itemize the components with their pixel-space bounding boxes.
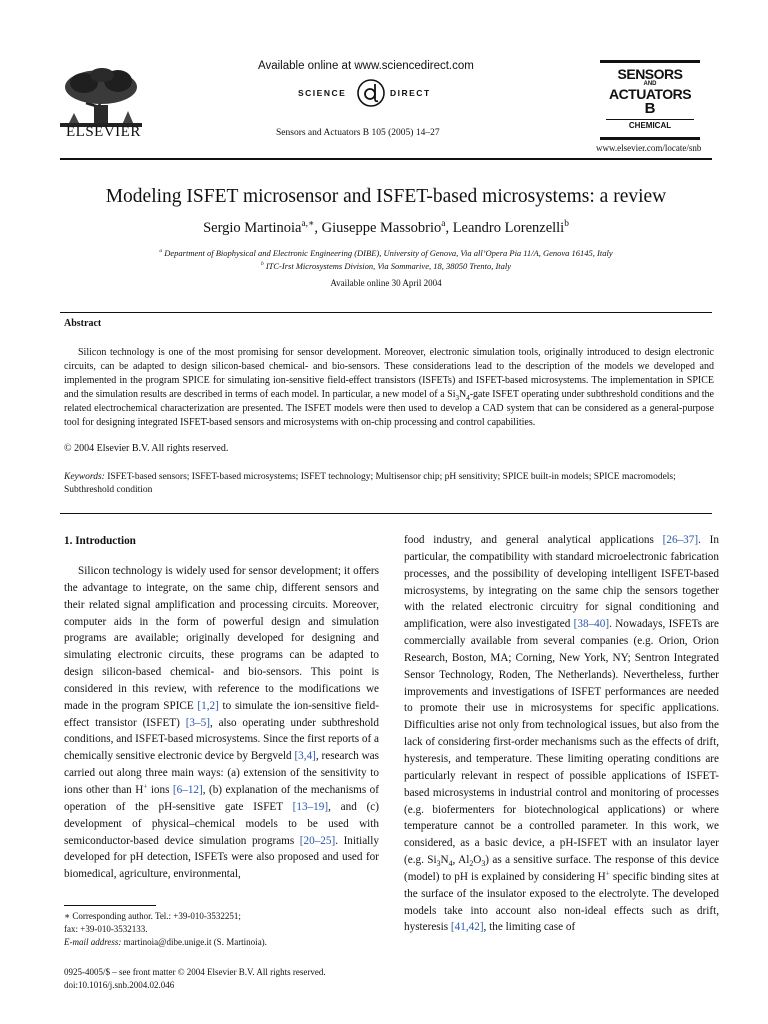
body-text: ) as a sensitive surface. The response of this device (model) to pH is explained by considering H bbox=[404, 854, 720, 883]
author-mark[interactable]: a,∗ bbox=[301, 219, 315, 230]
body-text: O bbox=[473, 854, 482, 867]
abstract-text: -gate ISFET operating under subthreshold conditions and the related electrochemical characterization are presented. The ISFET models were then used to develop a CAD system that can be considered as a general-purpose tool for designing integrated ISFET-based sensors and microsystems with on-chip processing and control capabilities. bbox=[64, 388, 715, 428]
citation-link[interactable]: [3,4] bbox=[294, 750, 316, 763]
subscript: 2 bbox=[469, 859, 474, 869]
sciencedirect-right: DIRECT bbox=[390, 88, 431, 98]
body-text: . Nowadays, ISFETs are commercially available from several companies (e.g. Orion, Orion Research, Boston, MA; Corning, New York, NY; Sentron Integrated Sensor Technology, Roden, The Netherlands). Nevertheless, further improvements and investigations of ISFET performances are needed to promote their use in microsystems for specific applications. Difficulties arise not only from technological issues, but also from the lack of considering first-order mechanisms such as the effects of drift, hysteresis, and temperature. These limiting operating conditions are particularly relevant in respect of possible applications of ISFET-based microsystems in industrial control and monitoring of processes (e.g. biofermenters for biotechnological applications) or where temperature cannot be a controlled parameter. In this work, we considered, as a basic device, a pH-ISFET with an insulator layer (e.g. Si bbox=[404, 618, 719, 867]
subscript: 4 bbox=[448, 859, 453, 869]
body-text: . In particular, the compatibility with standard microelectronic fabrication processes, and the possibility of developing intelligent ISFET-based microsystems, by integrating on the same chip the sensors together with the related electronic circuitry for signal conditioning and amplification, were also investigated bbox=[404, 534, 719, 631]
journal-logo bbox=[600, 60, 700, 140]
affiliation-text: ITC-Irst Microsystems Division, Via Sommarive, 18, 38050 Trento, Italy bbox=[265, 261, 512, 271]
keywords-label: Keywords: bbox=[64, 472, 105, 482]
author-name[interactable]: Sergio Martinoia bbox=[203, 220, 302, 236]
journal-logo-line1: SENSORS bbox=[617, 66, 683, 82]
sciencedirect-at-icon bbox=[356, 78, 386, 108]
affiliation bbox=[60, 261, 712, 271]
email-address[interactable]: martinoia@dibe.unige.it (S. Martinoia). bbox=[121, 937, 267, 947]
available-date: Available online 30 April 2004 bbox=[330, 278, 442, 288]
footnote-email bbox=[64, 936, 267, 949]
abstract-copyright: © 2004 Elsevier B.V. All rights reserved. bbox=[64, 443, 229, 454]
citation-link[interactable]: [20–25] bbox=[299, 834, 336, 847]
body-text: , also operating under subthreshold conditions, and ISFET-based microsystems. Since the first reports of a chemically sensitive electronic device by Bergveld bbox=[64, 716, 380, 763]
author-mark[interactable]: b bbox=[564, 219, 569, 230]
superscript: + bbox=[143, 782, 148, 791]
body-text: to simulate the ion-sensitive field-effect transistor (ISFET) bbox=[64, 699, 379, 729]
journal-logo-line3: ACTUATORS bbox=[608, 86, 692, 102]
section-heading: 1. Introduction bbox=[64, 535, 136, 547]
keywords-text: ISFET-based sensors; ISFET-based microsystems; ISFET technology; Multisensor chip; pH sensitivity; SPICE built-in models; SPICE macromodels; Subthreshold condition bbox=[64, 472, 676, 496]
body-text: specific binding sites at the surface of the insulator exposed to the electrolyte. The developed models take into account also non-ideal effects such as drift, hysteresis bbox=[404, 870, 720, 934]
subscript: 4 bbox=[466, 393, 470, 402]
citation-link[interactable]: [1,2] bbox=[197, 699, 219, 712]
body-text: , Al bbox=[452, 854, 470, 867]
citation-link[interactable]: [13–19] bbox=[292, 800, 329, 813]
author-name[interactable]: Giuseppe Massobrio bbox=[321, 220, 442, 236]
abstract-rule-bottom bbox=[60, 513, 712, 514]
abstract-text: N bbox=[458, 388, 467, 400]
author-name[interactable]: Leandro Lorenzelli bbox=[452, 220, 565, 236]
body-text: , research was carried out along three main ways: (a) extension of the sensitivity to ions other than H bbox=[64, 750, 379, 796]
header-rule bbox=[60, 158, 712, 160]
abstract-text: Silicon technology is one of the most promising for sensor development. Moreover, electronic simulation tools, originally introduced to design electronic circuits, can be adapted to design silicon-based chemical- and bio-sensors. These considerations lead to the description of the models we developed and implemented in the program SPICE for simulating ion-sensitive field-effect transistors (ISFETs) and ISFET-based microsystems. The implementation in SPICE and the simulation results are described in terms of each model. In particular, a new model of a Si bbox=[64, 347, 714, 400]
body-text: , the limiting case of bbox=[483, 921, 576, 934]
citation-link[interactable]: [41,42] bbox=[450, 921, 484, 934]
journal-logo-line4: B bbox=[644, 100, 656, 117]
body-text: ions bbox=[147, 783, 173, 796]
citation-link[interactable]: [3–5] bbox=[185, 716, 210, 729]
citation-link[interactable]: [38–40] bbox=[573, 618, 610, 631]
body-text: . Initially developed for pH detection, ISFETs were also proposed and used for biomedical, agriculture, environmental, bbox=[64, 834, 379, 881]
sciencedirect-left: SCIENCE bbox=[298, 88, 347, 98]
author-list: Sergio Martinoia$^{a,∗}$, Giuseppe Massobrio$^a$, Leandro Lorenzelli$^b$ bbox=[203, 219, 569, 236]
footnote-corresponding: ∗ Corresponding author. Tel.: +39-010-3532251; bbox=[64, 911, 241, 921]
journal-reference: Sensors and Actuators B 105 (2005) 14–27 bbox=[276, 128, 440, 138]
author-mark[interactable]: a bbox=[441, 219, 446, 230]
publisher-name: ELSEVIER bbox=[66, 124, 141, 140]
email-label: E-mail address: bbox=[64, 937, 122, 947]
body-text: , and (c) development of physical–chemical models to be used with semiconductor-based device simulation programs bbox=[64, 800, 379, 847]
affiliation bbox=[60, 248, 712, 258]
article-title: Modeling ISFET microsensor and ISFET-based microsystems: a review bbox=[105, 186, 667, 207]
issn-doi bbox=[64, 966, 326, 992]
subscript: 3 bbox=[481, 859, 486, 869]
affiliation-text: Department of Biophysical and Electronic Engineering (DIBE), University of Genova, Via all’Opera Pia 11/A, Genova 16145, Italy bbox=[164, 248, 613, 258]
sciencedirect-logo bbox=[298, 78, 468, 108]
affiliation-mark: a bbox=[159, 248, 163, 255]
keywords bbox=[64, 471, 714, 498]
doi-line[interactable]: doi:10.1016/j.snb.2004.02.046 bbox=[64, 980, 175, 990]
elsevier-tree-logo bbox=[60, 60, 142, 134]
body-text: , (b) explanation of the mechanisms of operation of the pH-sensitive gate ISFET bbox=[64, 783, 379, 813]
intro-right-column bbox=[404, 532, 719, 936]
available-online-url[interactable]: Available online at www.sciencedirect.com bbox=[258, 60, 474, 72]
citation-link[interactable]: [26–37] bbox=[662, 534, 699, 546]
journal-logo-line5: CHEMICAL bbox=[606, 119, 694, 131]
body-text: N bbox=[440, 854, 449, 867]
journal-url[interactable]: www.elsevier.com/locate/snb bbox=[596, 143, 702, 153]
intro-left-column bbox=[64, 563, 379, 883]
body-text: Silicon technology is widely used for sensor development; it offers the advantage to integrate, on the same chip, different sensors and their related signal amplification and processing circuits. Moreover, computer aids in the form of powerful design and simulation programs are available; originally developed for designing and simulating electronic circuits, these programs can be adapted to design silicon-based chemical- and bio-sensors. This point is considered in this review, with reference to the modifications we made in the program SPICE bbox=[64, 565, 379, 712]
journal-logo-line2: AND bbox=[643, 81, 657, 87]
footnote-fax: fax: +39-010-3532133. bbox=[64, 924, 148, 934]
subscript: 3 bbox=[436, 859, 441, 869]
citation-link[interactable]: [6–12] bbox=[172, 783, 203, 796]
issn-line: 0925-4005/$ – see front matter © 2004 Elsevier B.V. All rights reserved. bbox=[64, 967, 326, 977]
subscript: 3 bbox=[455, 393, 459, 402]
abstract-body bbox=[64, 346, 714, 429]
abstract-heading: Abstract bbox=[64, 318, 102, 329]
footnote-rule bbox=[64, 905, 156, 906]
abstract-rule-top bbox=[60, 312, 712, 313]
body-text: food industry, and general analytical applications bbox=[404, 534, 663, 546]
superscript: + bbox=[605, 869, 610, 878]
affiliation-mark: b bbox=[260, 261, 264, 268]
